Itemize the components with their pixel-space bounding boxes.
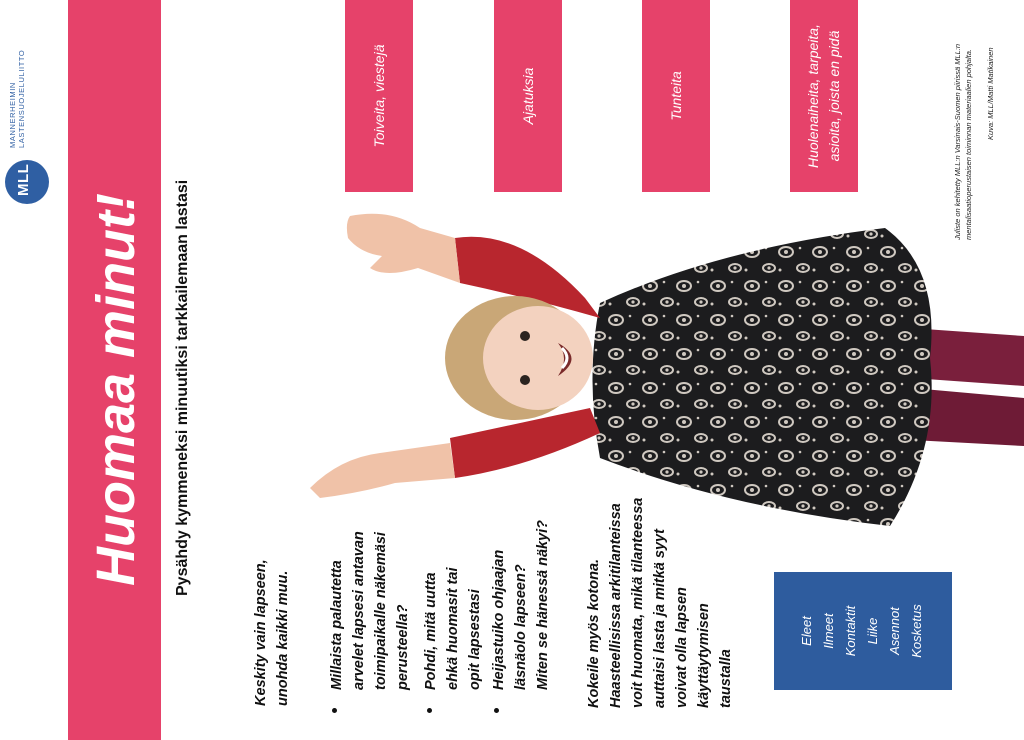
credit-note: Juliste on kehitetty MLL:n Varsinais-Suomen piirissä MLL:n mentalisaatioperustaisen toiminnan materiaalien pohjalta. xyxy=(953,43,973,240)
bullet-1-text: Millaista palautetta arvelet lapsesi antavan toimipaikalle näkemäsi perusteella? xyxy=(329,531,411,690)
poster-title: Huomaa minut! xyxy=(86,192,146,586)
blue-box-list xyxy=(796,586,928,676)
bullet-3-text: Heijastuiko ohjaajan läsnäolo lapseen? Miten se hänessä näkyi? xyxy=(491,519,551,690)
outro-text: Kokeile myös kotona. Haasteellisissa arkitilanteissa voit huomata, mikä tilanteessa auttaisi lasta ja mitkä syyt voivat olla lapsen käyttäytymisen taustalla xyxy=(586,497,734,708)
label-text: Tunteita xyxy=(668,71,684,121)
bullet-marker xyxy=(494,708,499,713)
blue-box-item: Ilmeet xyxy=(821,613,836,649)
photo-credit: Kuva: MLL/Matti Matikainen xyxy=(986,47,995,140)
bullet-marker xyxy=(332,708,337,713)
blue-box-item: Eleet xyxy=(799,616,814,646)
blue-box-item: Asennot xyxy=(887,607,902,655)
mll-logo-letters: MLL xyxy=(15,163,32,196)
blue-box-item: Liike xyxy=(865,617,880,645)
intro-text: Keskity vain lapseen, unohda kaikki muu. xyxy=(253,559,291,706)
label-box-toiveita xyxy=(345,0,413,192)
poster-subtitle: Pysähdy kymmeneksi minuutiksi tarkkailemaan lastasi xyxy=(174,179,191,596)
blue-box-item: Kontaktit xyxy=(843,605,858,657)
label-text: Toiveita, viestejä xyxy=(371,44,387,148)
label-text: Huolenaiheita, tarpeita, asioita, joista en pidä xyxy=(805,24,842,168)
label-box-tunteita xyxy=(642,0,710,192)
bullet-marker xyxy=(427,708,432,713)
child-photo xyxy=(300,208,1024,538)
blue-box-observation-list xyxy=(774,572,952,690)
mll-org-name: MANNERHEIMIN LASTENSUOJELULIITTO xyxy=(8,49,26,148)
label-box-huolenaiheita xyxy=(790,0,858,192)
bullet-2-text: Pohdi, mitä uutta ehkä huomasit tai opit lapsestasi xyxy=(423,567,483,690)
label-text: Ajatuksia xyxy=(520,67,536,125)
label-box-ajatuksia xyxy=(494,0,562,192)
blue-box-item: Kosketus xyxy=(909,604,924,658)
